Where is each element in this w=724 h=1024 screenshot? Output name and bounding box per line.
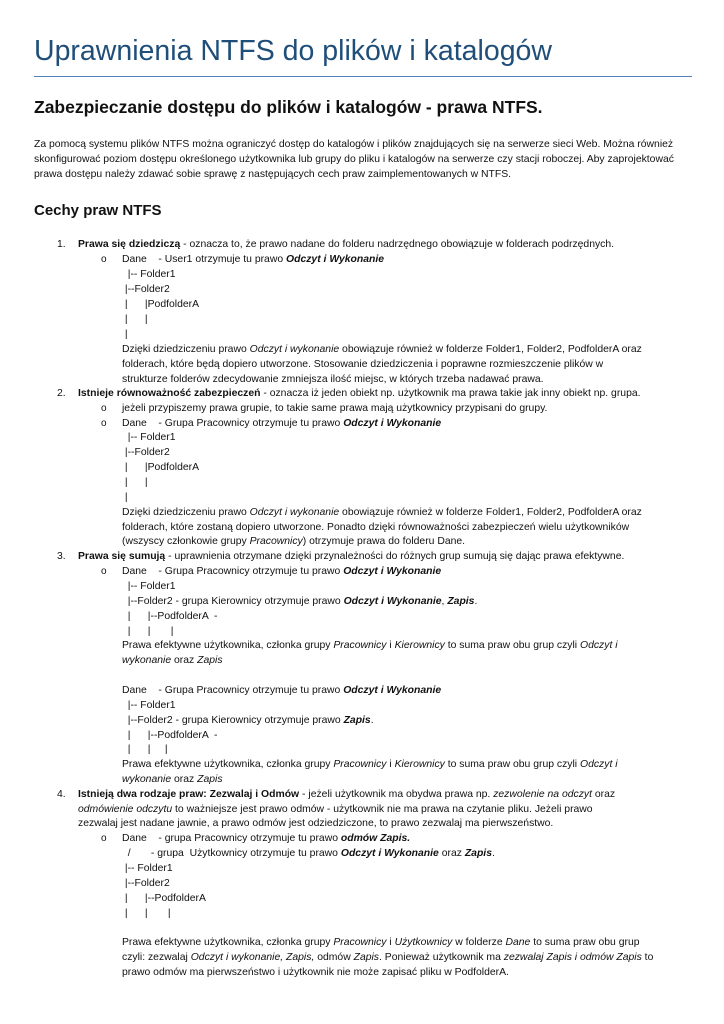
tree-line: | | | [122, 626, 174, 637]
tree-line: | |--PodfolderA [122, 893, 206, 904]
item-3-dane-a: Dane - Grupa Pracownicy otrzymuje tu prawo Odczyt i Wykonanie [122, 566, 442, 577]
tree-line: |--Folder2 [122, 878, 170, 889]
item-3-dane-b: Dane - Grupa Pracownicy otrzymuje tu prawo Odczyt i Wykonanie [122, 685, 442, 696]
title-underline [34, 76, 692, 77]
item-1-para-line: folderach, które będą dopiero utworzone. Stosowanie dziedziczenia i poprawne rozmieszczenie plików w [122, 359, 604, 370]
item-1-text [78, 237, 614, 252]
bullet: o [101, 833, 107, 844]
bullet: o [101, 566, 107, 577]
bullet: o [101, 418, 107, 429]
item-4-text: Istnieją dwa rodzaje praw: Zezwalaj i Odmów - jeżeli użytkownik ma obydwa prawa np. zezwolenie na odczyt oraz [78, 789, 616, 800]
tree-line: |-- Folder1 [122, 432, 176, 443]
item-3-para-line: wykonanie oraz Zapis [122, 655, 223, 666]
item-3-number: 3. [57, 551, 66, 562]
features-heading: Cechy praw NTFS [34, 202, 162, 219]
tree-line: | |PodfolderA [122, 299, 200, 310]
tree-line: |-- Folder1 [122, 269, 176, 280]
item-2-para-line: Dzięki dziedziczeniu prawo Odczyt i wykonanie obowiązuje również w folderze Folder1, Folder2, PodfolderA oraz [122, 507, 642, 518]
tree-line: | [122, 329, 128, 340]
item-3-para-line: wykonanie oraz Zapis [122, 774, 223, 785]
tree-line: | [122, 492, 128, 503]
item-2-dane: Dane - Grupa Pracownicy otrzymuje tu prawo Odczyt i Wykonanie [122, 418, 442, 429]
tree-line: | | | [122, 908, 171, 919]
item-1-para-line: Dzięki dziedziczeniu prawo Odczyt i wykonanie obowiązuje również w folderze Folder1, Folder2, PodfolderA oraz [122, 344, 642, 355]
item-4-dane: Dane - grupa Pracownicy otrzymuje tu prawo odmów Zapis. [122, 833, 411, 844]
tree-line: |-- Folder1 [122, 700, 176, 711]
item-4-text-line: odmówienie odczytu to ważniejsze jest prawo odmów - użytkownik nie ma prawa na czytanie pliku. Jeżeli prawo [78, 804, 593, 815]
tree-line: | | [122, 477, 148, 488]
tree-line: |-- Folder1 [122, 863, 173, 874]
item-4-number: 4. [57, 789, 66, 800]
item-1-bold: Prawa się dziedziczą [78, 239, 181, 250]
item-3-para-line: Prawa efektywne użytkownika, członka grupy Pracownicy i Kierownicy to suma praw obu grup czyli Odczyt i [122, 759, 618, 770]
tree-line: |--Folder2 - grupa Kierownicy otrzymuje prawo Zapis. [122, 715, 374, 726]
bullet: o [101, 403, 107, 414]
page-title: Uprawnienia NTFS do plików i katalogów [34, 35, 552, 67]
tree-line: | |--PodfolderA - [122, 611, 218, 622]
item-2-text: Istnieje równoważność zabezpieczeń - oznacza iż jeden obiekt np. użytkownik ma prawa takie jak inny obiekt np. grupa. [78, 388, 641, 399]
tree-line: | |PodfolderA [122, 462, 200, 473]
intro-paragraph: Za pomocą systemu plików NTFS można ograniczyć dostęp do katalogów i plików znajdujących się na serwerze sieci Web. Można również skonfigurować poziom dostępu określonego użytkownika lub grupy do pliku i katalogów na serwerze czy stacji roboczej. Aby zaprojektować prawa dostępu należy zdawać sobie sprawę z następujących cech praw zaimplementowanych w NTFS. [34, 139, 674, 180]
item-1-dane: Dane - User1 otrzymuje tu prawo Odczyt i Wykonanie [122, 254, 384, 265]
item-2-number: 2. [57, 388, 66, 399]
item-2-sub-1: jeżeli przypiszemy prawa grupie, to takie same prawa mają użytkownicy przypisani do grupy. [122, 403, 548, 414]
item-1-para-line: strukturze folderów zdecydowanie zmniejsza ilość miejsc, w których trzeba nadawać prawa. [122, 374, 544, 385]
tree-line: |-- Folder1 [122, 581, 176, 592]
tree-line: / - grupa Użytkownicy otrzymuje tu prawo Odczyt i Wykonanie oraz Zapis. [122, 848, 495, 859]
item-2-para-line: (wszyscy członkowie grupy Pracownicy) otrzymuje prawa do folderu Dane. [122, 536, 466, 547]
item-4-text-line: zezwalaj jest nadane jawnie, a prawo odmów jest odziedziczone, to prawo zezwalaj ma pierwszeństwo. [78, 818, 554, 829]
item-1-rest: - oznacza to, że prawo nadane do folderu nadrzędnego obowiązuje w folderach podrzędnych. [180, 239, 615, 250]
item-4-para-line: Prawa efektywne użytkownika, członka grupy Pracownicy i Użytkownicy w folderze Dane to suma praw obu grup [122, 937, 640, 948]
item-4-para-line: czyli: zezwalaj Odczyt i wykonanie, Zapis, odmów Zapis. Ponieważ użytkownik ma zezwalaj Zapis i odmów Zapis to [122, 952, 654, 963]
item-4-para-line: prawo odmów ma pierwszeństwo i użytkownik nie może zapisać pliku w PodfolderA. [122, 967, 509, 978]
tree-line: | |--PodfolderA - [122, 730, 218, 741]
section-heading: Zabezpieczanie dostępu do plików i katalogów - prawa NTFS. [34, 97, 543, 117]
item-3-text: Prawa się sumują - uprawnienia otrzymane dzięki przynależności do różnych grup sumują się dając prawa efektywne. [78, 551, 625, 562]
tree-line: | | | [122, 744, 168, 755]
tree-line: |--Folder2 [122, 284, 170, 295]
bullet: o [101, 254, 107, 265]
tree-line: | | [122, 314, 148, 325]
tree-line: |--Folder2 [122, 447, 170, 458]
tree-line: |--Folder2 - grupa Kierownicy otrzymuje prawo Odczyt i Wykonanie, Zapis. [122, 596, 478, 607]
item-1-number: 1. [57, 239, 66, 250]
item-3-para-line: Prawa efektywne użytkownika, członka grupy Pracownicy i Kierownicy to suma praw obu grup czyli Odczyt i [122, 640, 618, 651]
item-2-para-line: folderach, które zostaną dopiero utworzone. Ponadto dzięki równoważności zabezpieczeń wielu użytkowników [122, 522, 630, 533]
